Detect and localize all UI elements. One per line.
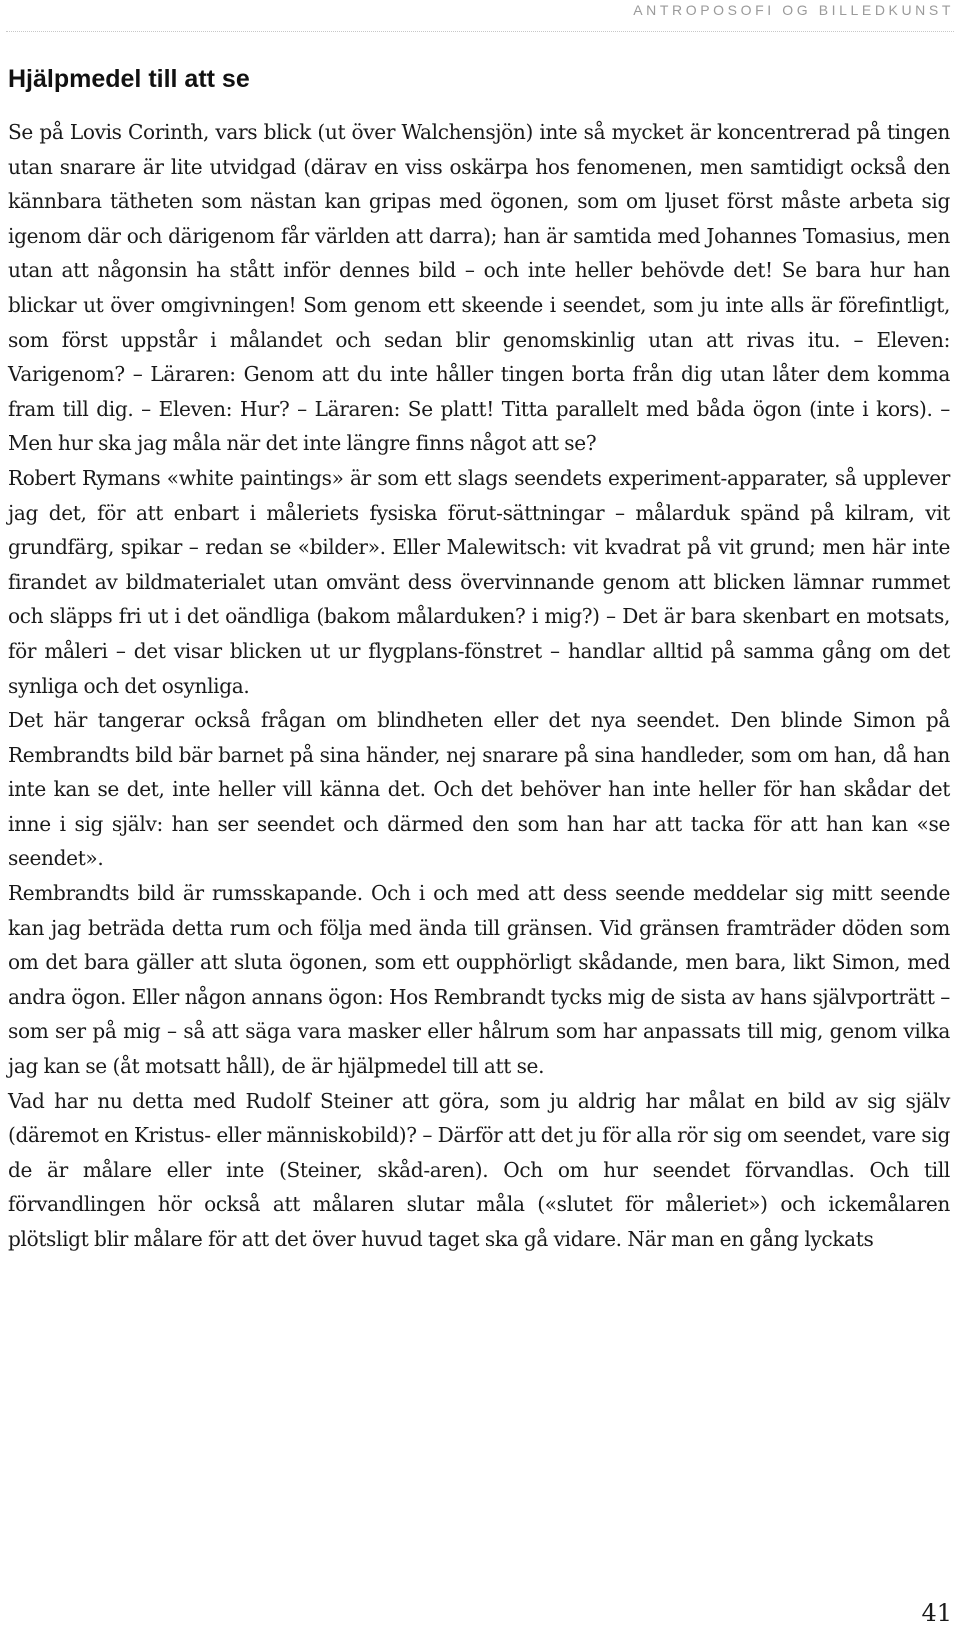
paragraph: Se på Lovis Corinth, vars blick (ut över Walchensjön) inte så mycket är koncentrerad på tingen utan snarare är lite utvidgad (därav en viss oskärpa hos fenomenen, men samtidigt också den kännbara tätheten som nästan kan gripas med ögonen, som om ljuset först måste arbeta sig igenom där och därigenom får världen att darra); han är samtida med Johannes Tomasius, men utan att någonsin ha stått inför dennes bild – och inte heller behövde det! Se bara hur han blickar ut över omgivningen! Som genom ett skeende i seendet, som ju inte alls är förefintligt, som först uppstår i målandet och sedan blir genomskinlig utan att rivas itu. – Eleven: Varigenom? – Läraren: Genom att du inte håller tingen borta från dig utan låter dem komma fram till dig. – Eleven: Hur? – Läraren: Se platt! Titta parallelt med båda ögon (inte i kors). – Men hur ska jag måla när det inte längre finns något att se?	[8, 120, 950, 456]
paragraph: Vad har nu detta med Rudolf Steiner att göra, som ju aldrig har målat en bild av sig själv (däremot en Kristus- eller människobild)? – Därför att det ju för alla rör sig om seendet, vare sig de är målare eller inte (Steiner, skåd-aren). Och om hur seendet förvandlas. Och till förvandlingen hör också att målaren slutar måla («slutet för måleriet») och ickemålaren plötsligt blir målare för att det över huvud taget ska gå vidare. När man en gång lyckats	[8, 1088, 950, 1251]
paragraph: Det här tangerar också frågan om blindheten eller det nya seendet. Den blinde Simon på Rembrandts bild bär barnet på sina händer, nej snarare på sina handleder, som om han, då han inte kan se det, inte heller vill känna det. Och det behöver han inte heller för han skådar det inne i sig själv: han ser seendet och därmed den som han har att tacka för att han kan «se seendet».	[8, 708, 950, 871]
paragraph: Rembrandts bild är rumsskapande. Och i och med att dess seende meddelar sig mitt seende kan jag beträda detta rum och följa med ända till gränsen. Vid gränsen framträder döden som om det bara gäller att sluta ögonen, som ett oupphörligt skådande, men bara, likt Simon, med andra ögon. Eller någon annans ögon: Hos Rembrandt tycks mig de sista av hans självporträtt – som ser på mig – så att säga vara masker eller hålrum som har anpassats till mig, genom vilka jag kan se (åt motsatt håll), de är hjälpmedel till att se.	[8, 881, 950, 1079]
running-header: ANTROPOSOFI OG BILLEDKUNST	[633, 2, 954, 18]
section-title: Hjälpmedel till att se	[8, 65, 250, 93]
body-text	[8, 115, 950, 1257]
paragraph: Robert Rymans «white paintings» är som ett slags seendets experiment-apparater, så upplever jag det, för att enbart i måleriets fysiska förut-sättningar – målarduk spänd på kilram, vit grundfärg, spikar – redan se «bilder». Eller Malewitsch: vit kvadrat på vit grund; men här inte firandet av bildmaterialet utan omvänt dess övervinnande genom att blicken lämnar rummet och släpps fri ut i det oändliga (bakom målarduken? i mig?) – Det är bara skenbart en motsats, för måleri – det visar blicken ut ur flygplans-fönstret – handlar alltid på samma gång om det synliga och det osynliga.	[8, 465, 950, 698]
header-divider	[6, 31, 954, 32]
page-number: 41	[921, 1599, 952, 1627]
